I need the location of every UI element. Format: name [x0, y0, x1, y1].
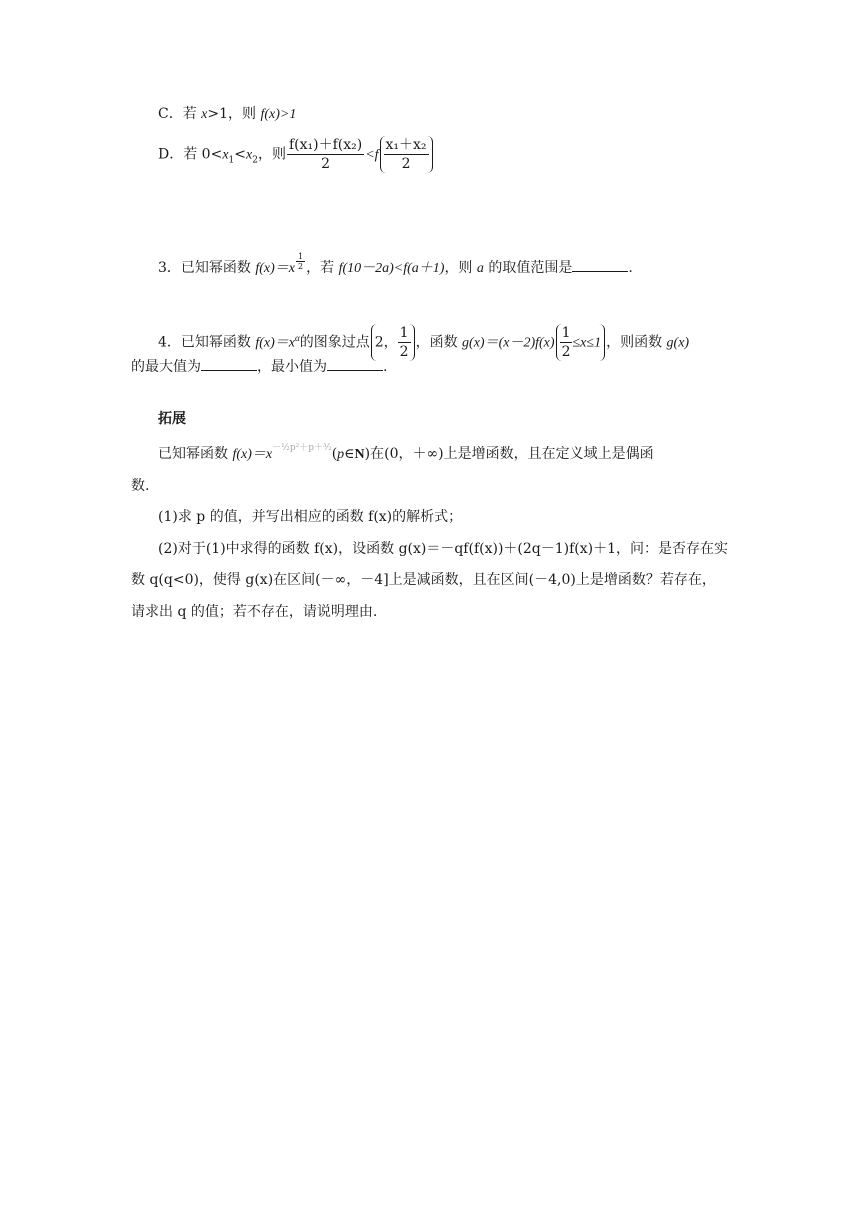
extension-part-2-line-1: (2)对于(1)中求得的函数 f(x)，设函数 g(x)＝－qf(f(x))＋(2q－1)f(x)＋1，问：是否存在实 [158, 541, 729, 557]
answer-blank[interactable] [572, 257, 628, 272]
max-answer-blank[interactable] [201, 356, 257, 371]
exponent-half: 1 2 [298, 252, 304, 271]
option-d: D．若 $0<x_1<x_2$，则 $\frac{\text{f(x₁)＋f(x₂)}}{2}$ <f $\frac{\text{x₁＋x₂}}{2}$ [158, 136, 434, 173]
extension-part-2-line-2: 数 q(q<0)，使得 g(x)在区间(－∞，－4]上是减函数，且在区间(－4,0)上是增函数？若存在， [131, 572, 716, 588]
option-c: C．若 x>1，则 f(x)>1 [158, 106, 297, 122]
paren-midpoint: $\frac{\text{x₁＋x₂}}{2}$ [380, 136, 433, 173]
exponent-expression: －½p²＋p＋³⁄₂ [272, 443, 332, 453]
question-4-line-2: 的最大值为 ，最小值为 . [131, 356, 387, 377]
question-4-line-1: 4．已知幂函数 $f(x)=x^\alpha$的图象过点 2， $\frac{1}{2}$ ，函数 g(x)＝(x－2)f(x) $\frac{1}{2}$ ≤x≤1 ，则函数 g(x) [158, 325, 690, 360]
paren-point: 2， $\frac{1}{2}$ [371, 324, 415, 361]
extension-part-2-line-3: 请求出 q 的值；若不存在，请说明理由. [131, 604, 378, 620]
extension-heading: 拓展 [158, 411, 186, 427]
extension-paragraph-1-line-2: 数. [131, 478, 150, 494]
extension-part-1: (1)求 p 的值，并写出相应的函数 f(x)的解析式； [158, 509, 463, 525]
min-answer-blank[interactable] [327, 356, 383, 371]
extension-paragraph-1: 已知幂函数 $f(x)=x^{-\frac{1}{2}p^2+p+^3⁄_2}(p\in N)$在(0，＋∞)上是增函数，且在定义域上是偶函 [158, 443, 654, 462]
paren-domain: $\frac{1}{2}$ ≤x≤1 [556, 324, 606, 361]
question-3: 3．已知幂函数 f(x)＝x $^{\frac{1}{2}}$ ，若 f(10－2a)<f(a＋1)，则 a 的取值范围是 . [158, 252, 633, 276]
fraction-average-values: $\frac{\text{f(x₁)＋f(x₂)}}{2}$ [288, 137, 363, 172]
